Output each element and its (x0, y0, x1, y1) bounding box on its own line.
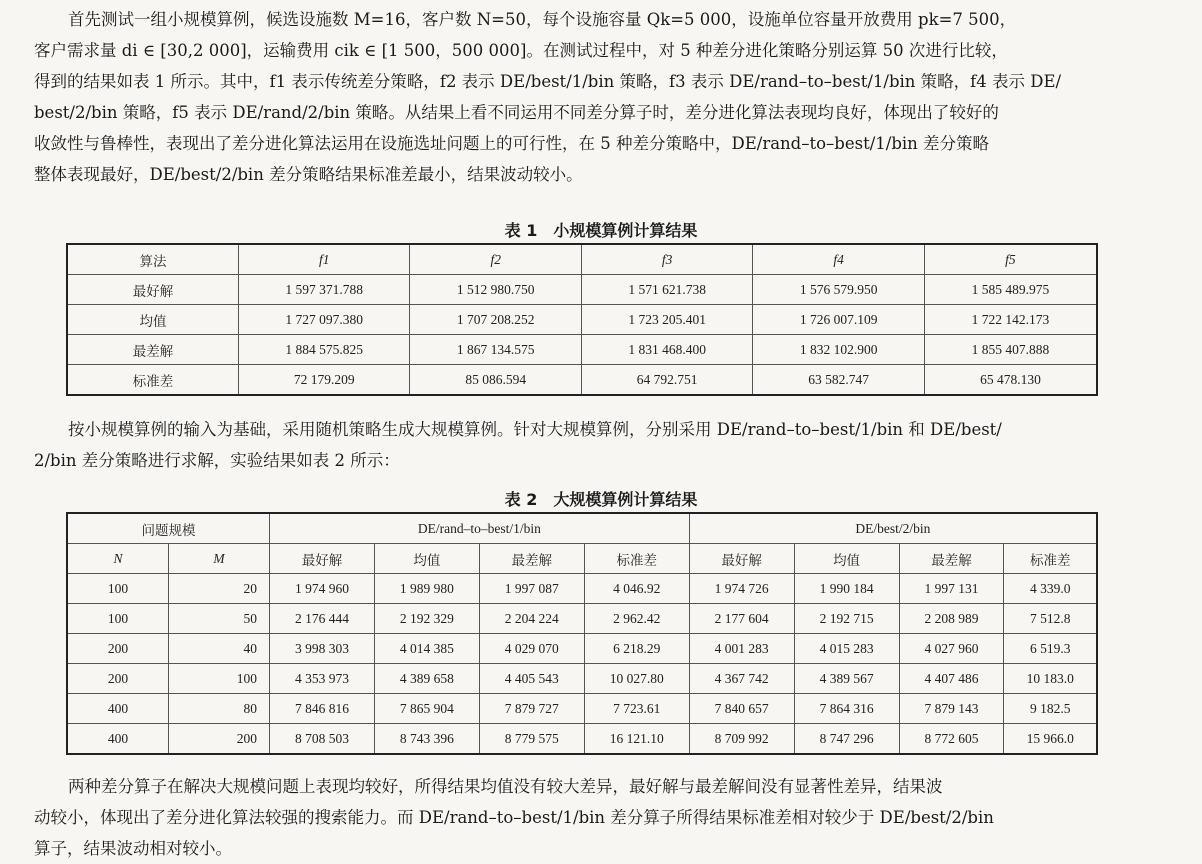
table-cell: 1 722 142.173 (924, 305, 1097, 335)
table-header-cell: f2 (410, 244, 581, 275)
paragraph-3 (34, 771, 1134, 864)
table-cell: 8 779 575 (479, 724, 584, 755)
table-header-cell: 最差解 (479, 544, 584, 574)
paragraph-1-line: best/2/bin 策略，f5 表示 DE/rand/2/bin 策略。从结果上看不同运用不同差分算子时，差分进化算法表现均良好，体现出了较好的 (34, 103, 999, 122)
table-cell: 64 792.751 (581, 365, 752, 396)
table-header-row (67, 544, 1097, 574)
table-cell: 7 864 316 (794, 694, 899, 724)
table-header-cell: 标准差 (584, 544, 689, 574)
table-cell: 85 086.594 (410, 365, 581, 396)
table-cell: 1 571 621.738 (581, 275, 752, 305)
table-cell: 1 723 205.401 (581, 305, 752, 335)
table-cell: 400 (67, 694, 169, 724)
table-cell: 9 182.5 (1004, 694, 1097, 724)
table-cell: 4 367 742 (689, 664, 794, 694)
table-cell: 100 (169, 664, 270, 694)
paragraph-1-line: 整体表现最好，DE/best/2/bin 差分策略结果标准差最小，结果波动较小。 (34, 165, 583, 184)
table-cell: 4 389 658 (374, 664, 479, 694)
table-row (67, 305, 1097, 335)
table-cell: 4 407 486 (899, 664, 1004, 694)
table-cell: 200 (67, 634, 169, 664)
table-cell: 15 966.0 (1004, 724, 1097, 755)
table-header-cell: 最好解 (689, 544, 794, 574)
table-cell: 2 176 444 (270, 604, 375, 634)
table-cell: 1 974 726 (689, 574, 794, 604)
table-cell: 均值 (67, 305, 239, 335)
table-cell: 4 046.92 (584, 574, 689, 604)
table-header-cell: f3 (581, 244, 752, 275)
table-row (67, 604, 1097, 634)
table-row (67, 275, 1097, 305)
table-cell: 1 726 007.109 (753, 305, 924, 335)
table-cell: 2 962.42 (584, 604, 689, 634)
table-group-header-row (67, 513, 1097, 544)
table-cell: 8 747 296 (794, 724, 899, 755)
table-cell: 7 840 657 (689, 694, 794, 724)
table-1-caption: 表 1 小规模算例计算结果 (504, 221, 698, 240)
table-header-row (67, 244, 1097, 275)
paragraph-1-line: 首先测试一组小规模算例，候选设施数 M=16，客户数 N=50，每个设施容量 Qk=5 000，设施单位容量开放费用 pk=7 500， (68, 10, 1017, 29)
table-cell: 200 (67, 664, 169, 694)
table-cell: 4 015 283 (794, 634, 899, 664)
paragraph-2 (34, 414, 1134, 476)
table-cell: 100 (67, 604, 169, 634)
table-cell: 4 353 973 (270, 664, 375, 694)
table-cell: 6 218.29 (584, 634, 689, 664)
table-cell: 10 183.0 (1004, 664, 1097, 694)
table-2 (66, 512, 1098, 755)
table-cell: 40 (169, 634, 270, 664)
table-cell: 50 (169, 604, 270, 634)
table-row (67, 574, 1097, 604)
table-cell: 10 027.80 (584, 664, 689, 694)
table-header-cell: f4 (753, 244, 924, 275)
table-cell: 7 865 904 (374, 694, 479, 724)
table-row (67, 664, 1097, 694)
table-group-header: DE/best/2/bin (689, 513, 1097, 544)
table-cell: 7 512.8 (1004, 604, 1097, 634)
table-1 (66, 243, 1098, 396)
paragraph-2-line: 按小规模算例的输入为基础，采用随机策略生成大规模算例。针对大规模算例，分别采用 DE/rand–to–best/1/bin 和 DE/best/ (68, 420, 1002, 439)
table-cell: 1 832 102.900 (753, 335, 924, 365)
table-2-caption: 表 2 大规模算例计算结果 (504, 490, 698, 509)
table-cell: 6 519.3 (1004, 634, 1097, 664)
table-cell: 1 855 407.888 (924, 335, 1097, 365)
table-cell: 1 831 468.400 (581, 335, 752, 365)
table-cell: 7 879 727 (479, 694, 584, 724)
table-cell: 8 772 605 (899, 724, 1004, 755)
table-cell: 4 027 960 (899, 634, 1004, 664)
table-header-cell: N (67, 544, 169, 574)
table-group-header: DE/rand–to–best/1/bin (270, 513, 690, 544)
table-cell: 1 997 131 (899, 574, 1004, 604)
table-cell: 2 192 329 (374, 604, 479, 634)
table-row (67, 634, 1097, 664)
table-cell: 1 884 575.825 (239, 335, 410, 365)
paragraph-1-line: 客户需求量 di ∈ [30,2 000]，运输费用 cik ∈ [1 500，500 000]。在测试过程中，对 5 种差分进化策略分别运算 50 次进行比较， (34, 41, 1008, 60)
paragraph-1-line: 得到的结果如表 1 所示。其中，f1 表示传统差分策略，f2 表示 DE/best/1/bin 策略，f3 表示 DE/rand–to–best/1/bin 策略，f4 表示 DE/ (34, 72, 1062, 91)
table-cell: 20 (169, 574, 270, 604)
table-cell: 1 597 371.788 (239, 275, 410, 305)
table-cell: 8 708 503 (270, 724, 375, 755)
table-header-cell: 均值 (374, 544, 479, 574)
table-header-cell: 均值 (794, 544, 899, 574)
table-cell: 100 (67, 574, 169, 604)
table-cell: 200 (169, 724, 270, 755)
table-cell: 72 179.209 (239, 365, 410, 396)
table-cell: 4 339.0 (1004, 574, 1097, 604)
table-header-cell: 标准差 (1004, 544, 1097, 574)
table-cell: 2 177 604 (689, 604, 794, 634)
table-row (67, 335, 1097, 365)
table-cell: 3 998 303 (270, 634, 375, 664)
table-cell: 4 001 283 (689, 634, 794, 664)
table-cell: 1 585 489.975 (924, 275, 1097, 305)
table-cell: 4 405 543 (479, 664, 584, 694)
paragraph-1 (34, 4, 1134, 190)
table-header-cell: 算法 (67, 244, 239, 275)
table-cell: 63 582.747 (753, 365, 924, 396)
table-header-cell: 最差解 (899, 544, 1004, 574)
paragraph-2-line: 2/bin 差分策略进行求解，实验结果如表 2 所示： (34, 451, 400, 470)
table-header-cell: 最好解 (270, 544, 375, 574)
table-header-cell: M (169, 544, 270, 574)
paragraph-3-line: 动较小，体现出了差分进化算法较强的搜索能力。而 DE/rand–to–best/1/bin 差分算子所得结果标准差相对较少于 DE/best/2/bin (34, 808, 994, 827)
table-cell: 4 389 567 (794, 664, 899, 694)
table-row (67, 724, 1097, 755)
table-cell: 1 867 134.575 (410, 335, 581, 365)
table-cell: 4 029 070 (479, 634, 584, 664)
table-cell: 7 723.61 (584, 694, 689, 724)
table-row (67, 694, 1097, 724)
table-cell: 7 879 143 (899, 694, 1004, 724)
paragraph-3-line: 两种差分算子在解决大规模问题上表现均较好，所得结果均值没有较大差异，最好解与最差解间没有显著性差异，结果波 (68, 777, 943, 796)
table-cell: 8 709 992 (689, 724, 794, 755)
table-cell: 65 478.130 (924, 365, 1097, 396)
table-cell: 1 512 980.750 (410, 275, 581, 305)
table-cell: 8 743 396 (374, 724, 479, 755)
table-header-cell: f1 (239, 244, 410, 275)
table-cell: 2 204 224 (479, 604, 584, 634)
paragraph-3-line: 算子，结果波动相对较小。 (34, 839, 232, 858)
table-row (67, 365, 1097, 396)
table-group-header: 问题规模 (67, 513, 270, 544)
table-cell: 4 014 385 (374, 634, 479, 664)
table-cell: 1 974 960 (270, 574, 375, 604)
paragraph-1-line: 收敛性与鲁棒性，表现出了差分进化算法运用在设施选址问题上的可行性，在 5 种差分策略中，DE/rand–to–best/1/bin 差分策略 (34, 134, 990, 153)
table-cell: 1 990 184 (794, 574, 899, 604)
table-cell: 400 (67, 724, 169, 755)
table-cell: 2 192 715 (794, 604, 899, 634)
table-cell: 1 997 087 (479, 574, 584, 604)
table-cell: 1 989 980 (374, 574, 479, 604)
table-cell: 标准差 (67, 365, 239, 396)
table-cell: 7 846 816 (270, 694, 375, 724)
table-cell: 16 121.10 (584, 724, 689, 755)
table-cell: 1 727 097.380 (239, 305, 410, 335)
table-cell: 2 208 989 (899, 604, 1004, 634)
table-cell: 1 707 208.252 (410, 305, 581, 335)
table-header-cell: f5 (924, 244, 1097, 275)
table-cell: 最差解 (67, 335, 239, 365)
table-cell: 1 576 579.950 (753, 275, 924, 305)
table-cell: 80 (169, 694, 270, 724)
table-cell: 最好解 (67, 275, 239, 305)
